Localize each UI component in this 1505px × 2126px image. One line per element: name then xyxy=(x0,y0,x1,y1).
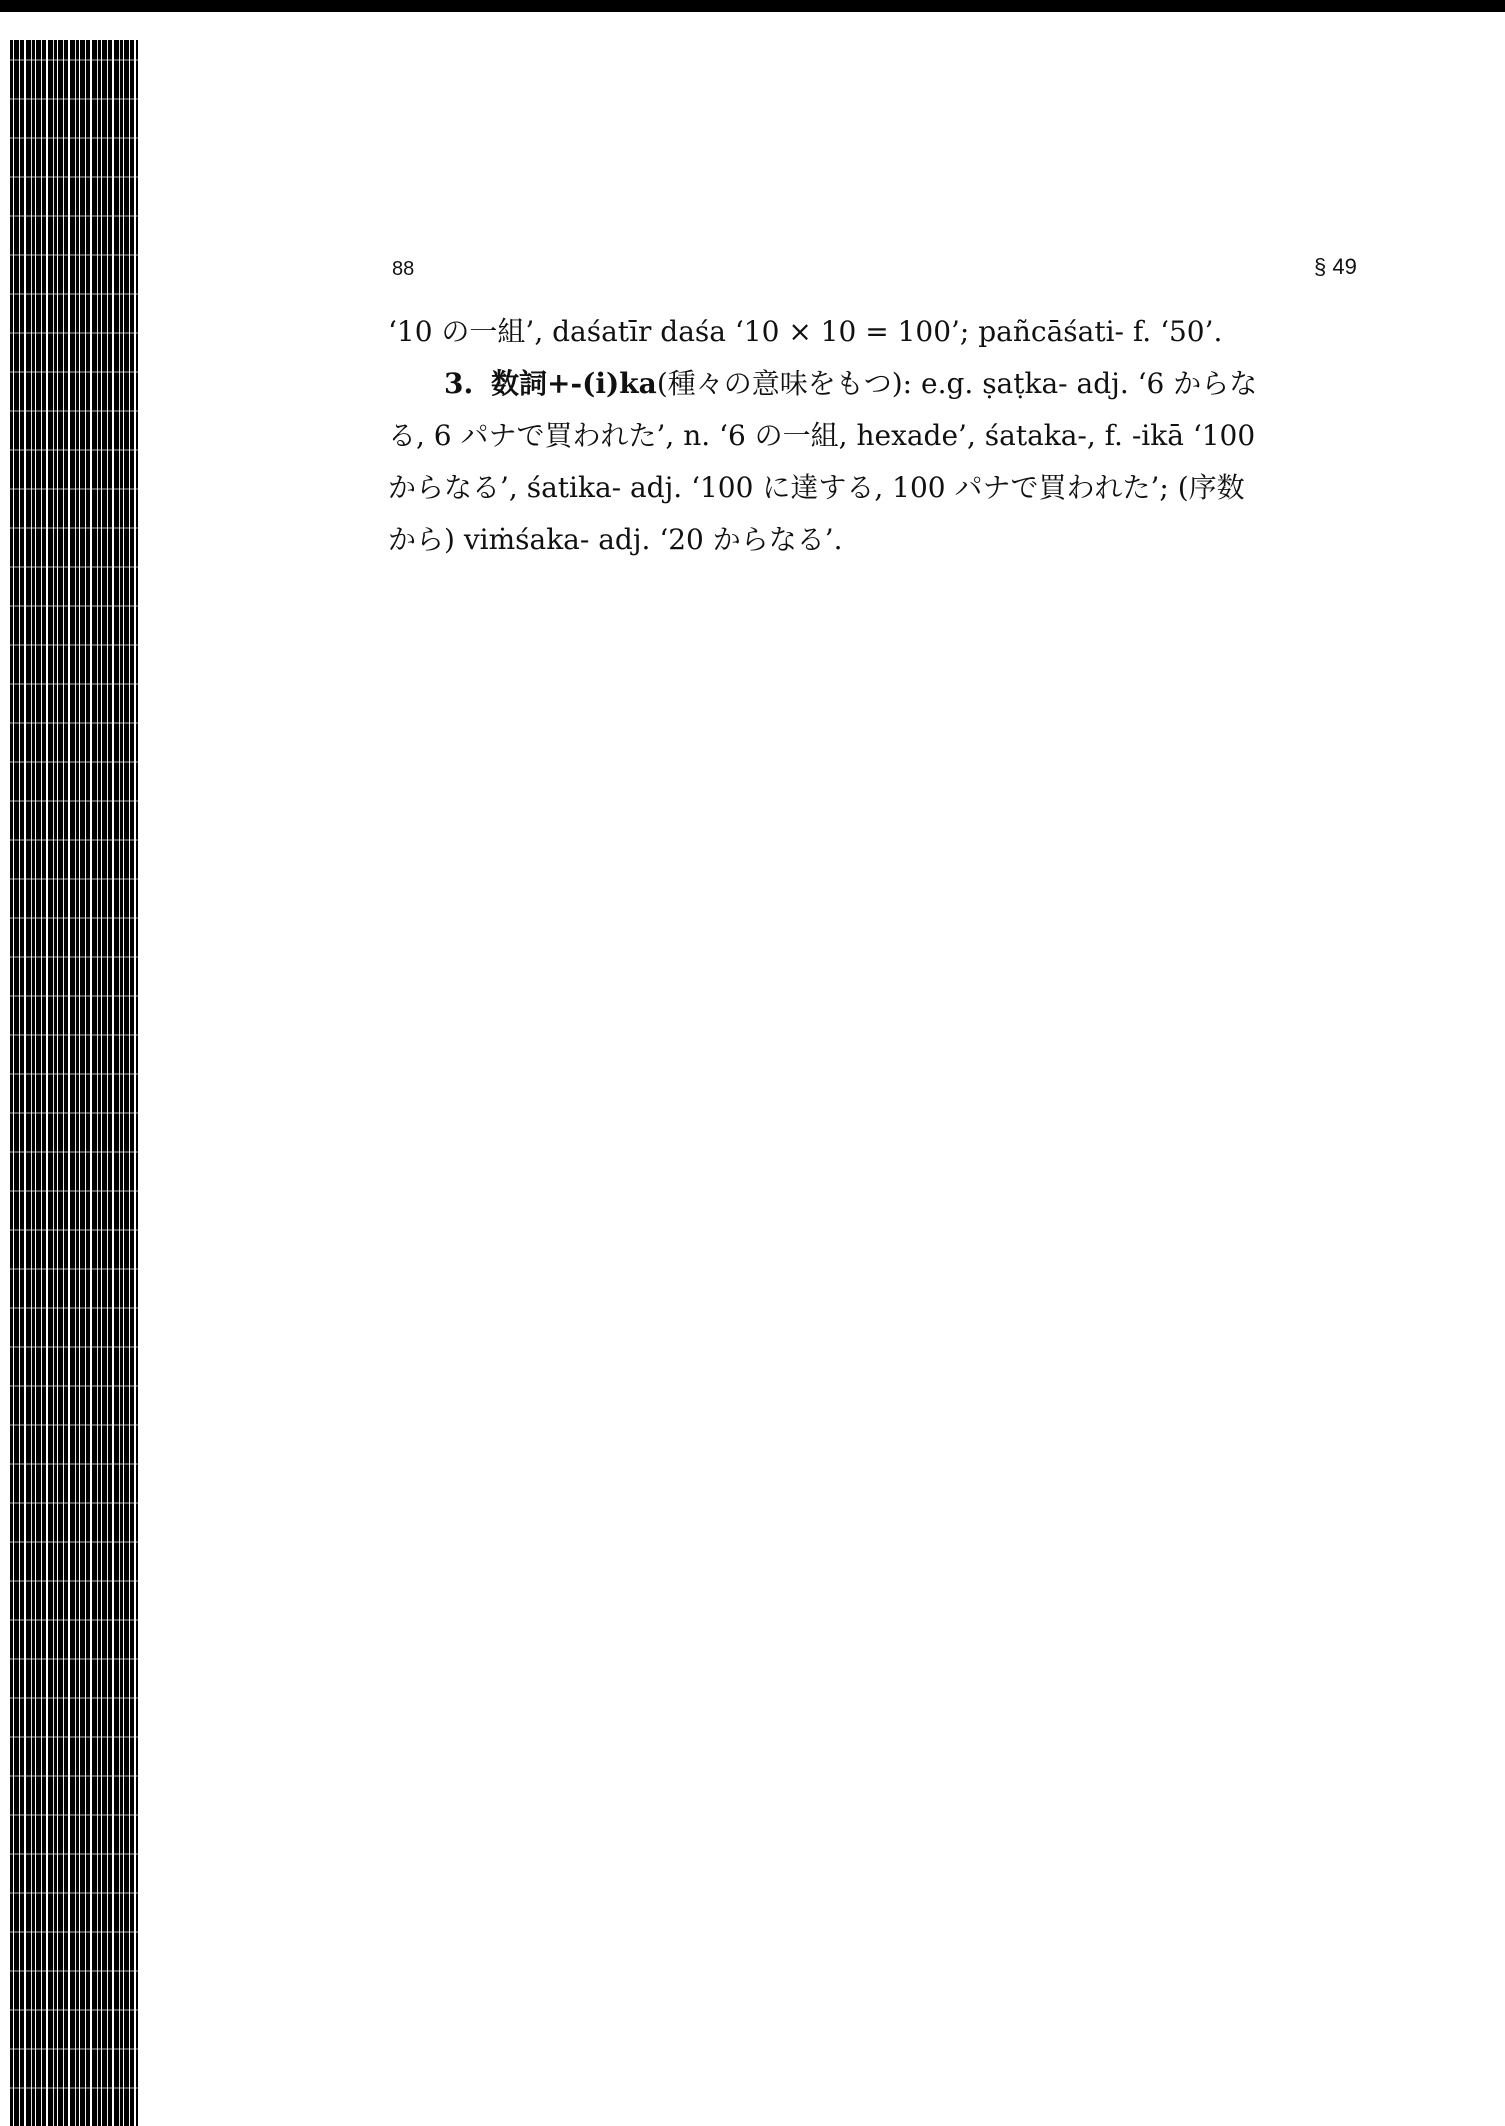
text-line-4: からなる’, śatika- adj. ‘100 に達する, 100 パナで買われた’; (序数 xyxy=(388,471,1245,504)
text-line-5: から) viṁśaka- adj. ‘20 からなる’. xyxy=(388,523,843,556)
item-3-number: 3. xyxy=(444,367,474,400)
text-line-1: ‘10 の一組’, daśatīr daśa ‘10 × 10 = 100’; pañcāśati- f. ‘50’. xyxy=(388,315,1223,348)
item-3-term: 数詞+-(i)ka xyxy=(491,367,657,400)
item-3-heading-line xyxy=(388,358,1368,410)
item-3-description: (種々の意味をもつ): e.g. ṣaṭka- adj. ‘6 からな xyxy=(656,367,1258,400)
section-mark: § 49 xyxy=(1314,254,1357,279)
page-body xyxy=(388,306,1368,566)
text-line-3: る, 6 パナで買われた’, n. ‘6 の一組, hexade’, śataka-, f. -ikā ‘100 xyxy=(388,419,1256,452)
scan-top-edge xyxy=(0,0,1505,12)
book-spine-shadow xyxy=(10,40,138,2126)
page-number: 88 xyxy=(392,258,415,280)
